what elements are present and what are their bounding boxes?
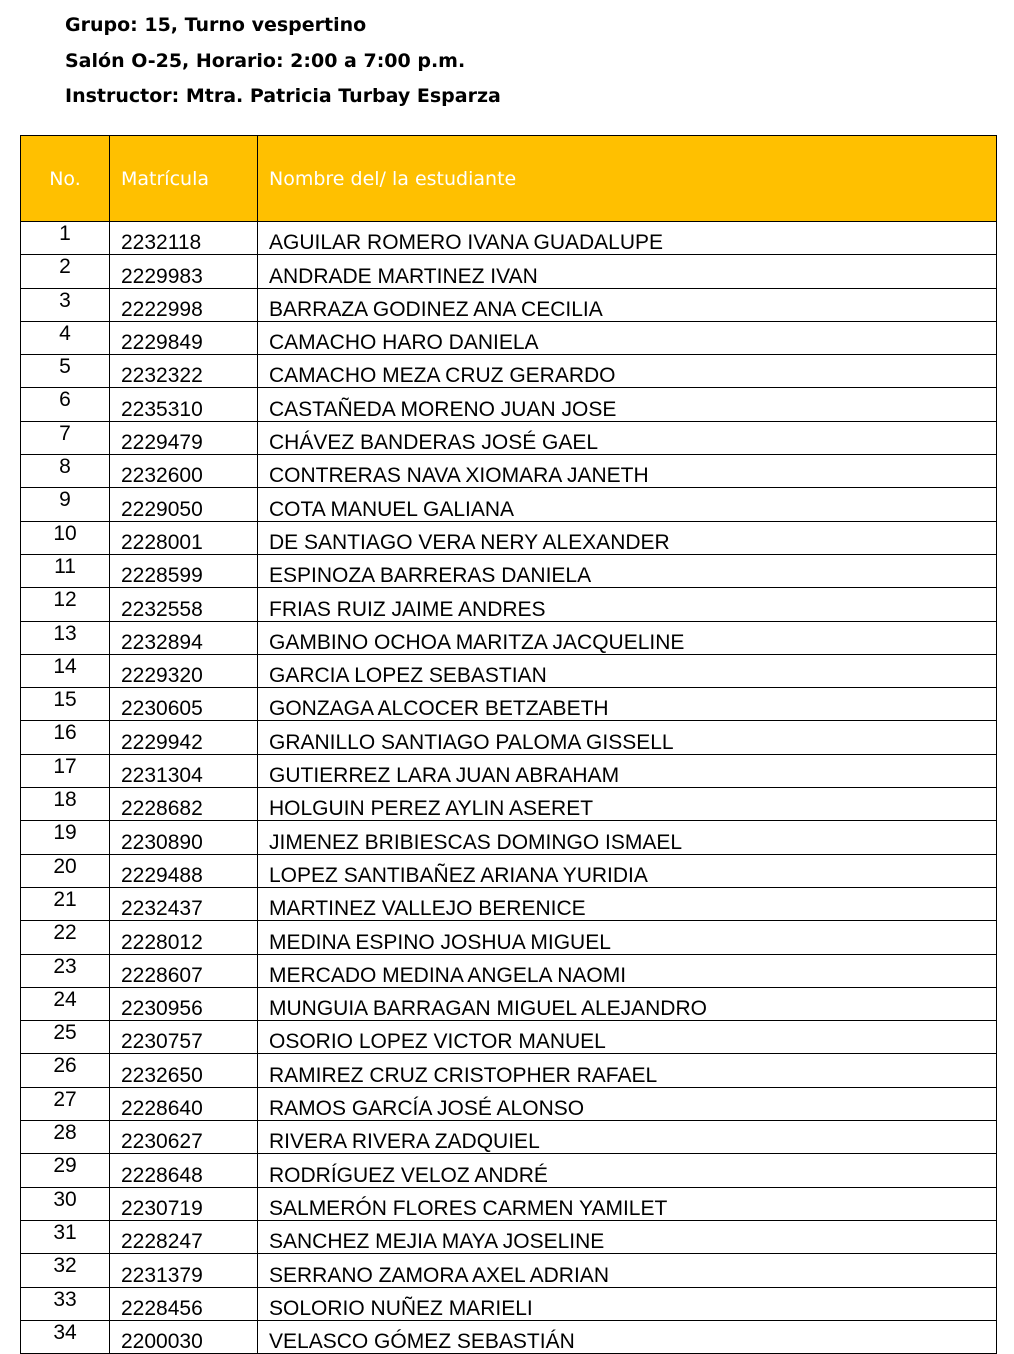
row-matricula: 2229479: [110, 421, 258, 454]
column-header-no: No.: [21, 136, 110, 222]
row-number: 15: [21, 688, 110, 721]
row-student-name: MUNGUIA BARRAGAN MIGUEL ALEJANDRO: [258, 987, 997, 1020]
row-matricula: 2230956: [110, 987, 258, 1020]
row-matricula: 2231379: [110, 1254, 258, 1287]
instructor-line: Instructor: Mtra. Patricia Turbay Esparza: [65, 85, 501, 107]
table-row: [21, 355, 997, 388]
row-student-name: HOLGUIN PEREZ AYLIN ASERET: [258, 788, 997, 821]
table-row: [21, 554, 997, 587]
table-row: [21, 1254, 997, 1287]
row-matricula: 2228607: [110, 954, 258, 987]
table-row: [21, 887, 997, 920]
table-header-row: [21, 136, 997, 222]
row-matricula: 2229320: [110, 654, 258, 687]
row-matricula: 2232322: [110, 355, 258, 388]
table-row: [21, 455, 997, 488]
table-row: [21, 654, 997, 687]
table-row: [21, 588, 997, 621]
row-student-name: GARCIA LOPEZ SEBASTIAN: [258, 654, 997, 687]
row-matricula: 2232118: [110, 222, 258, 255]
row-number: 24: [21, 987, 110, 1020]
row-number: 31: [21, 1220, 110, 1253]
row-student-name: ESPINOZA BARRERAS DANIELA: [258, 554, 997, 587]
row-matricula: 2229488: [110, 854, 258, 887]
table-row: [21, 421, 997, 454]
row-student-name: SALMERÓN FLORES CARMEN YAMILET: [258, 1187, 997, 1220]
student-roster-table: [20, 135, 997, 1354]
row-matricula: 2228648: [110, 1154, 258, 1187]
row-student-name: GRANILLO SANTIAGO PALOMA GISSELL: [258, 721, 997, 754]
row-student-name: CAMACHO HARO DANIELA: [258, 321, 997, 354]
row-number: 12: [21, 588, 110, 621]
row-student-name: MARTINEZ VALLEJO BERENICE: [258, 887, 997, 920]
row-number: 30: [21, 1187, 110, 1220]
row-student-name: OSORIO LOPEZ VICTOR MANUEL: [258, 1021, 997, 1054]
row-matricula: 2228682: [110, 788, 258, 821]
row-number: 7: [21, 421, 110, 454]
row-student-name: GAMBINO OCHOA MARITZA JACQUELINE: [258, 621, 997, 654]
table-row: [21, 621, 997, 654]
table-row: [21, 1121, 997, 1154]
row-number: 14: [21, 654, 110, 687]
table-row: [21, 255, 997, 288]
row-matricula: 2230719: [110, 1187, 258, 1220]
row-matricula: 2228456: [110, 1287, 258, 1320]
row-matricula: 2229942: [110, 721, 258, 754]
row-matricula: 2232600: [110, 455, 258, 488]
row-matricula: 2228012: [110, 921, 258, 954]
table-row: [21, 1220, 997, 1253]
row-matricula: 2231304: [110, 754, 258, 787]
row-matricula: 2232437: [110, 887, 258, 920]
table-row: [21, 987, 997, 1020]
row-number: 28: [21, 1121, 110, 1154]
row-student-name: CASTAÑEDA MORENO JUAN JOSE: [258, 388, 997, 421]
table-row: [21, 1154, 997, 1187]
row-number: 9: [21, 488, 110, 521]
table-row: [21, 921, 997, 954]
row-matricula: 2229050: [110, 488, 258, 521]
row-number: 18: [21, 788, 110, 821]
row-matricula: 2228247: [110, 1220, 258, 1253]
row-matricula: 2228640: [110, 1087, 258, 1120]
row-student-name: DE SANTIAGO VERA NERY ALEXANDER: [258, 521, 997, 554]
row-matricula: 2232894: [110, 621, 258, 654]
table-row: [21, 854, 997, 887]
table-row: [21, 1087, 997, 1120]
row-student-name: CAMACHO MEZA CRUZ GERARDO: [258, 355, 997, 388]
row-matricula: 2230757: [110, 1021, 258, 1054]
table-row: [21, 688, 997, 721]
row-student-name: SERRANO ZAMORA AXEL ADRIAN: [258, 1254, 997, 1287]
row-number: 3: [21, 288, 110, 321]
row-student-name: BARRAZA GODINEZ ANA CECILIA: [258, 288, 997, 321]
row-student-name: COTA MANUEL GALIANA: [258, 488, 997, 521]
table-row: [21, 754, 997, 787]
table-row: [21, 1320, 997, 1353]
row-student-name: LOPEZ SANTIBAÑEZ ARIANA YURIDIA: [258, 854, 997, 887]
row-number: 21: [21, 887, 110, 920]
row-number: 1: [21, 222, 110, 255]
table-row: [21, 488, 997, 521]
row-student-name: AGUILAR ROMERO IVANA GUADALUPE: [258, 222, 997, 255]
row-number: 23: [21, 954, 110, 987]
row-student-name: RIVERA RIVERA ZADQUIEL: [258, 1121, 997, 1154]
row-matricula: 2222998: [110, 288, 258, 321]
column-header-nombre: Nombre del/ la estudiante: [258, 136, 997, 222]
row-matricula: 2229983: [110, 255, 258, 288]
row-matricula: 2235310: [110, 388, 258, 421]
row-student-name: GUTIERREZ LARA JUAN ABRAHAM: [258, 754, 997, 787]
row-student-name: MERCADO MEDINA ANGELA NAOMI: [258, 954, 997, 987]
row-number: 26: [21, 1054, 110, 1087]
table-row: [21, 321, 997, 354]
row-number: 6: [21, 388, 110, 421]
row-number: 17: [21, 754, 110, 787]
row-number: 27: [21, 1087, 110, 1120]
row-number: 34: [21, 1320, 110, 1353]
table-row: [21, 788, 997, 821]
table-row: [21, 288, 997, 321]
row-number: 10: [21, 521, 110, 554]
row-number: 20: [21, 854, 110, 887]
row-student-name: CHÁVEZ BANDERAS JOSÉ GAEL: [258, 421, 997, 454]
row-matricula: 2230605: [110, 688, 258, 721]
group-header: [65, 8, 501, 115]
row-number: 19: [21, 821, 110, 854]
roster-body: [21, 222, 997, 1354]
row-student-name: RAMIREZ CRUZ CRISTOPHER RAFAEL: [258, 1054, 997, 1087]
row-number: 32: [21, 1254, 110, 1287]
table-row: [21, 222, 997, 255]
row-student-name: SOLORIO NUÑEZ MARIELI: [258, 1287, 997, 1320]
row-matricula: 2230890: [110, 821, 258, 854]
table-row: [21, 954, 997, 987]
row-student-name: RODRÍGUEZ VELOZ ANDRÉ: [258, 1154, 997, 1187]
row-number: 8: [21, 455, 110, 488]
row-number: 22: [21, 921, 110, 954]
row-student-name: MEDINA ESPINO JOSHUA MIGUEL: [258, 921, 997, 954]
row-matricula: 2228001: [110, 521, 258, 554]
table-row: [21, 1287, 997, 1320]
row-number: 4: [21, 321, 110, 354]
row-student-name: SANCHEZ MEJIA MAYA JOSELINE: [258, 1220, 997, 1253]
row-student-name: GONZAGA ALCOCER BETZABETH: [258, 688, 997, 721]
row-student-name: ANDRADE MARTINEZ IVAN: [258, 255, 997, 288]
row-number: 11: [21, 554, 110, 587]
row-number: 13: [21, 621, 110, 654]
table-row: [21, 721, 997, 754]
row-matricula: 2228599: [110, 554, 258, 587]
table-row: [21, 1187, 997, 1220]
column-header-matricula: Matrícula: [110, 136, 258, 222]
row-number: 5: [21, 355, 110, 388]
row-student-name: JIMENEZ BRIBIESCAS DOMINGO ISMAEL: [258, 821, 997, 854]
room-schedule-line: Salón O-25, Horario: 2:00 a 7:00 p.m.: [65, 49, 466, 72]
row-number: 2: [21, 255, 110, 288]
row-matricula: 2232650: [110, 1054, 258, 1087]
row-matricula: 2232558: [110, 588, 258, 621]
row-number: 33: [21, 1287, 110, 1320]
row-student-name: VELASCO GÓMEZ SEBASTIÁN: [258, 1320, 997, 1353]
table-row: [21, 521, 997, 554]
row-matricula: 2230627: [110, 1121, 258, 1154]
table-row: [21, 1054, 997, 1087]
table-row: [21, 1021, 997, 1054]
table-row: [21, 821, 997, 854]
row-number: 16: [21, 721, 110, 754]
row-matricula: 2200030: [110, 1320, 258, 1353]
table-row: [21, 388, 997, 421]
row-number: 25: [21, 1021, 110, 1054]
row-student-name: FRIAS RUIZ JAIME ANDRES: [258, 588, 997, 621]
row-student-name: RAMOS GARCÍA JOSÉ ALONSO: [258, 1087, 997, 1120]
row-matricula: 2229849: [110, 321, 258, 354]
row-number: 29: [21, 1154, 110, 1187]
row-student-name: CONTRERAS NAVA XIOMARA JANETH: [258, 455, 997, 488]
group-line: Grupo: 15, Turno vespertino: [65, 14, 367, 36]
